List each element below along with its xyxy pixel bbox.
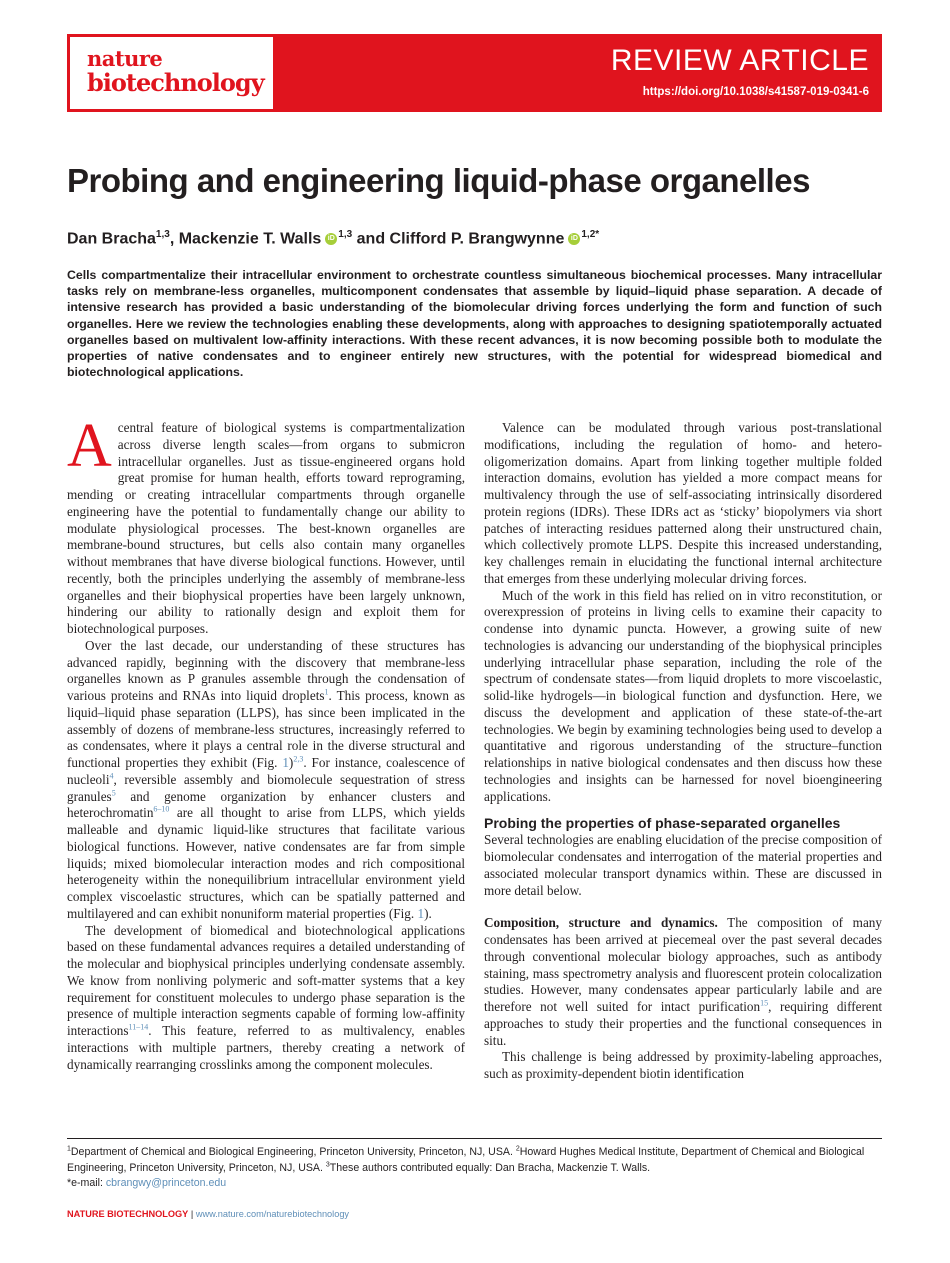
paragraph: Several technologies are enabling elucidation of the precise composition of biomolecular condensates and interrogation of the material properties and associated molecular transport dynamics within. These are discussed in more detail below.: [484, 832, 882, 898]
paragraph: Composition, structure and dynamics. The composition of many condensates has been arrived at piecemeal over the past several decades through conventional molecular biology approaches, such as antibody staining, mass spectrometry analysis and fluorescent protein colocalization studies. However, many condensates appear particularly labile and are therefore not well suited for intact purification$^{15}$, requiring different approaches to study their properties and the functional consequences in situ.: [484, 915, 882, 1048]
logo-word-nature: nature: [87, 46, 163, 71]
paragraph-gap: [484, 899, 882, 915]
drop-cap: A: [67, 412, 112, 480]
journal-logo[interactable]: [70, 37, 273, 109]
orcid-icon[interactable]: iD: [325, 233, 337, 245]
logo-word-biotechnology: biotechnology: [87, 68, 264, 97]
page-footer: NATURE BIOTECHNOLOGY | www.nature.com/naturebiotechnology: [67, 1209, 350, 1219]
subsection-heading: Composition, structure and dynamics.: [484, 915, 718, 931]
author-affiliation: 1,3: [338, 229, 353, 240]
citation-link[interactable]: 1: [324, 687, 329, 697]
article-type-label: REVIEW ARTICLE: [610, 44, 869, 77]
body-column-right: [484, 420, 882, 1083]
article-title: Probing and engineering liquid-phase organelles: [67, 162, 810, 199]
figure-link[interactable]: 1: [417, 905, 425, 921]
paragraph: This challenge is being addressed by proximity-labeling approaches, such as proximity-dependent biotin identification: [484, 1049, 882, 1081]
figure-link[interactable]: 1: [282, 755, 289, 770]
author-name[interactable]: Dan Bracha: [67, 230, 156, 248]
author-name[interactable]: , Mackenzie T. Walls: [169, 230, 322, 248]
affiliations-footnote: [67, 1145, 882, 1192]
footer-journal-name: NATURE BIOTECHNOLOGY: [67, 1209, 189, 1219]
footnote-divider: [67, 1138, 882, 1139]
paragraph: Acentral feature of biological systems is compartmentalization across diverse length scales—from organs to submicron intracellular organelles. Just as tissue-engineered organs hold great promise for human health, efforts toward reprograming, mending or creating intracellular compartments through organelle engineering have the potential to fundamentally change our ability to modulate physiological processes. The best-known organelles are membrane-bound structures, but cells also contain many organelles without membranes that have diverse biological functions. However, until recently, both the principles underlying the assembly of membrane-less organelles and their biophysical properties have been largely unknown, hindering our ability to rationally design and exploit them for biotechnological purposes.: [67, 412, 465, 636]
journal-banner: [67, 34, 882, 112]
author-affiliation: 1,3: [155, 229, 170, 240]
section-heading: Probing the properties of phase-separated organelles: [484, 815, 841, 832]
citation-link[interactable]: 15: [760, 998, 769, 1008]
footer-journal-link[interactable]: www.nature.com/naturebiotechnology: [195, 1209, 350, 1219]
email-link[interactable]: cbrangwy@princeton.edu: [105, 1177, 227, 1189]
author-list: [67, 224, 882, 250]
body-column-left: [67, 412, 466, 1073]
paragraph: Valence can be modulated through various post-translational modifications, including the regulation of homo- and hetero-oligomerization domains. Apart from linking together multiple folded interaction domains, evolution has yielded a more compact means for multivalency through the use of self-associating intrinsically disordered protein regions (IDRs). These IDRs act as ‘sticky’ biopolymers via short patches of interacting residues patterned along their unstructured chain, which collectively promote LLPS. Despite this increased understanding, key challenges remain in elucidating the functional internal architecture that emerges from these underlying molecular driving forces.: [484, 420, 882, 586]
citation-link[interactable]: 4: [109, 771, 114, 781]
affiliation-text: $^1$Department of Chemical and Biological Engineering, Princeton University, Princeton, NJ, USA. $^2$Howard Hughes Medical Institute, Department of Chemical and Biological Engineering, Princeton University, Princeton, NJ, USA. $^3$These authors contributed equally: Dan Bracha, Mackenzie T. Walls.: [67, 1145, 865, 1174]
abstract: Cells compartmentalize their intracellular environment to orchestrate countless simultaneous biochemical processes. Many intracellular tasks rely on membrane-less organelles, multicomponent condensates that assemble by liquid–liquid phase separation. A decade of intensive research has provided a basic understanding of the biomolecular driving forces underlying the form and function of such organelles. Here we review the technologies enabling these developments, along with approaches to designing spatiotemporally actuated organelles based on multivalent low-affinity interactions. With these recent advances, it is now becoming possible both to modulate the properties of native condensates and to engineer entirely new structures, with the potential for widespread biomedical and biotechnological applications.: [67, 268, 882, 380]
citation-link[interactable]: 6–10: [153, 804, 170, 814]
author-affiliation: 1,2*: [581, 229, 600, 240]
orcid-icon[interactable]: iD: [568, 233, 580, 245]
paragraph: Over the last decade, our understanding of these structures has advanced rapidly, beginning with the discovery that membrane-less organelles known as P granules assemble through the condensation of various proteins and RNAs into liquid droplets$^1$. This process, known as liquid–liquid phase separation (LLPS), has since been implicated in the assembly of dozens of membrane-less structures, increasingly referred to as condensates, where it plays a central role in the diverse structural and functional properties they exhibit (Fig. 1)$^{2,3}$. For instance, coalescence of nucleoli$^4$, reversible assembly and biomolecule sequestration of stress granules$^5$ and genome organization by enhancer clusters and heterochromatin$^{6-10}$ are all thought to arise from LLPS, which yields malleable and dynamic liquid-like structures that facilitate various biological functions. However, native condensates are far from simple liquids; mixed biomolecular interaction modes and rich compositional heterogeneity within the nonequilibrium intracellular environment yield complex viscoelastic structures, which can be spatially patterned and multilayered and can exhibit nonuniform material properties (Fig. 1).: [67, 637, 466, 921]
author-name[interactable]: and Clifford P. Brangwynne: [352, 230, 565, 248]
correspondence: *e-mail: cbrangwy@princeton.edu: [67, 1177, 227, 1189]
paragraph: Much of the work in this field has relied on in vitro reconstitution, or overexpression of proteins in living cells to examine their capacity to condense into dynamic puncta. However, a growing suite of new technologies is advancing our understanding of the biophysical principles underlying intracellular phase separation, including the role of the spectrum of condensate states—from liquid droplets to more viscoelastic, solid-like hydrogels—in biological function and dysfunction. Here, we discuss the development and application of these state-of-the-art technologies. We begin by examining technologies being used to develop a quantitative and rigorous understanding of the structure–function relationships in native biological condensates and then discuss how these technologies and insights can be harnessed for novel bioengineering applications.: [484, 587, 882, 804]
citation-link[interactable]: 2,3: [293, 754, 304, 764]
paragraph: The development of biomedical and biotechnological applications based on these fundamental advances requires a detailed understanding of the molecular and biophysical principles underlying condensate assembly. We know from nonliving polymeric and soft-matter systems that a key requirement for constituent molecules to undergo phase separation is the presence of multiple interaction segments capable of forming low-affinity interactions$^{11-14}$. This feature, referred to as multivalency, enables interactions with multiple partners, thereby creating a network of dynamically rearranging crosslinks among the component molecules.: [67, 922, 465, 1072]
citation-link[interactable]: 11–14: [128, 1022, 149, 1032]
doi-link[interactable]: https://doi.org/10.1038/s41587-019-0341-6: [642, 86, 869, 98]
citation-link[interactable]: 5: [111, 788, 116, 798]
